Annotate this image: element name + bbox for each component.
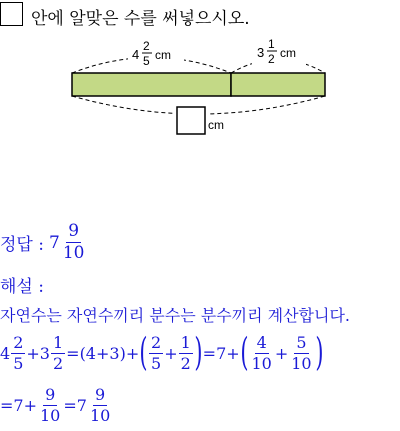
left-den: 5	[143, 54, 150, 68]
left-bar-segment	[72, 73, 231, 96]
answer-label: 정답 :	[0, 235, 44, 255]
bar-diagram	[0, 30, 400, 145]
answer-fraction: $\frac{9}{10}$	[62, 221, 85, 263]
right-unit: cm	[280, 46, 296, 60]
unknown-length-box	[177, 107, 205, 134]
equation-line-2: = 7 + $\frac{9}{10}$ = 7 $\frac{9}{10}$	[0, 385, 111, 425]
right-num: 1	[268, 37, 275, 51]
explanation-label: 해설 :	[0, 277, 44, 297]
right-whole: 3	[257, 45, 265, 60]
right-den: 2	[268, 52, 275, 66]
left-unit: cm	[155, 48, 171, 62]
explanation-sentence: 자연수는 자연수끼리 분수는 분수끼리 계산합니다.	[0, 306, 351, 325]
right-bar-segment	[231, 73, 325, 96]
left-whole: 4	[132, 47, 140, 62]
equation-line-1: 4 $\frac{2}{5}$ + 3 $\frac{1}{2}$ = (4+3) + ( $\frac{2}{5}$ + $\frac{1}{2}$ ) = 7 + ( $\frac{4}{10}$ + $\frac{5}{10}$ )	[0, 330, 324, 374]
left-num: 2	[143, 39, 150, 53]
answer-input-box-icon	[0, 2, 23, 26]
answer-unit: cm	[208, 118, 224, 132]
answer-whole: 7	[48, 232, 60, 253]
question-text: 안에 알맞은 수를 써넣으시오.	[31, 9, 250, 29]
answer-line	[0, 223, 87, 262]
